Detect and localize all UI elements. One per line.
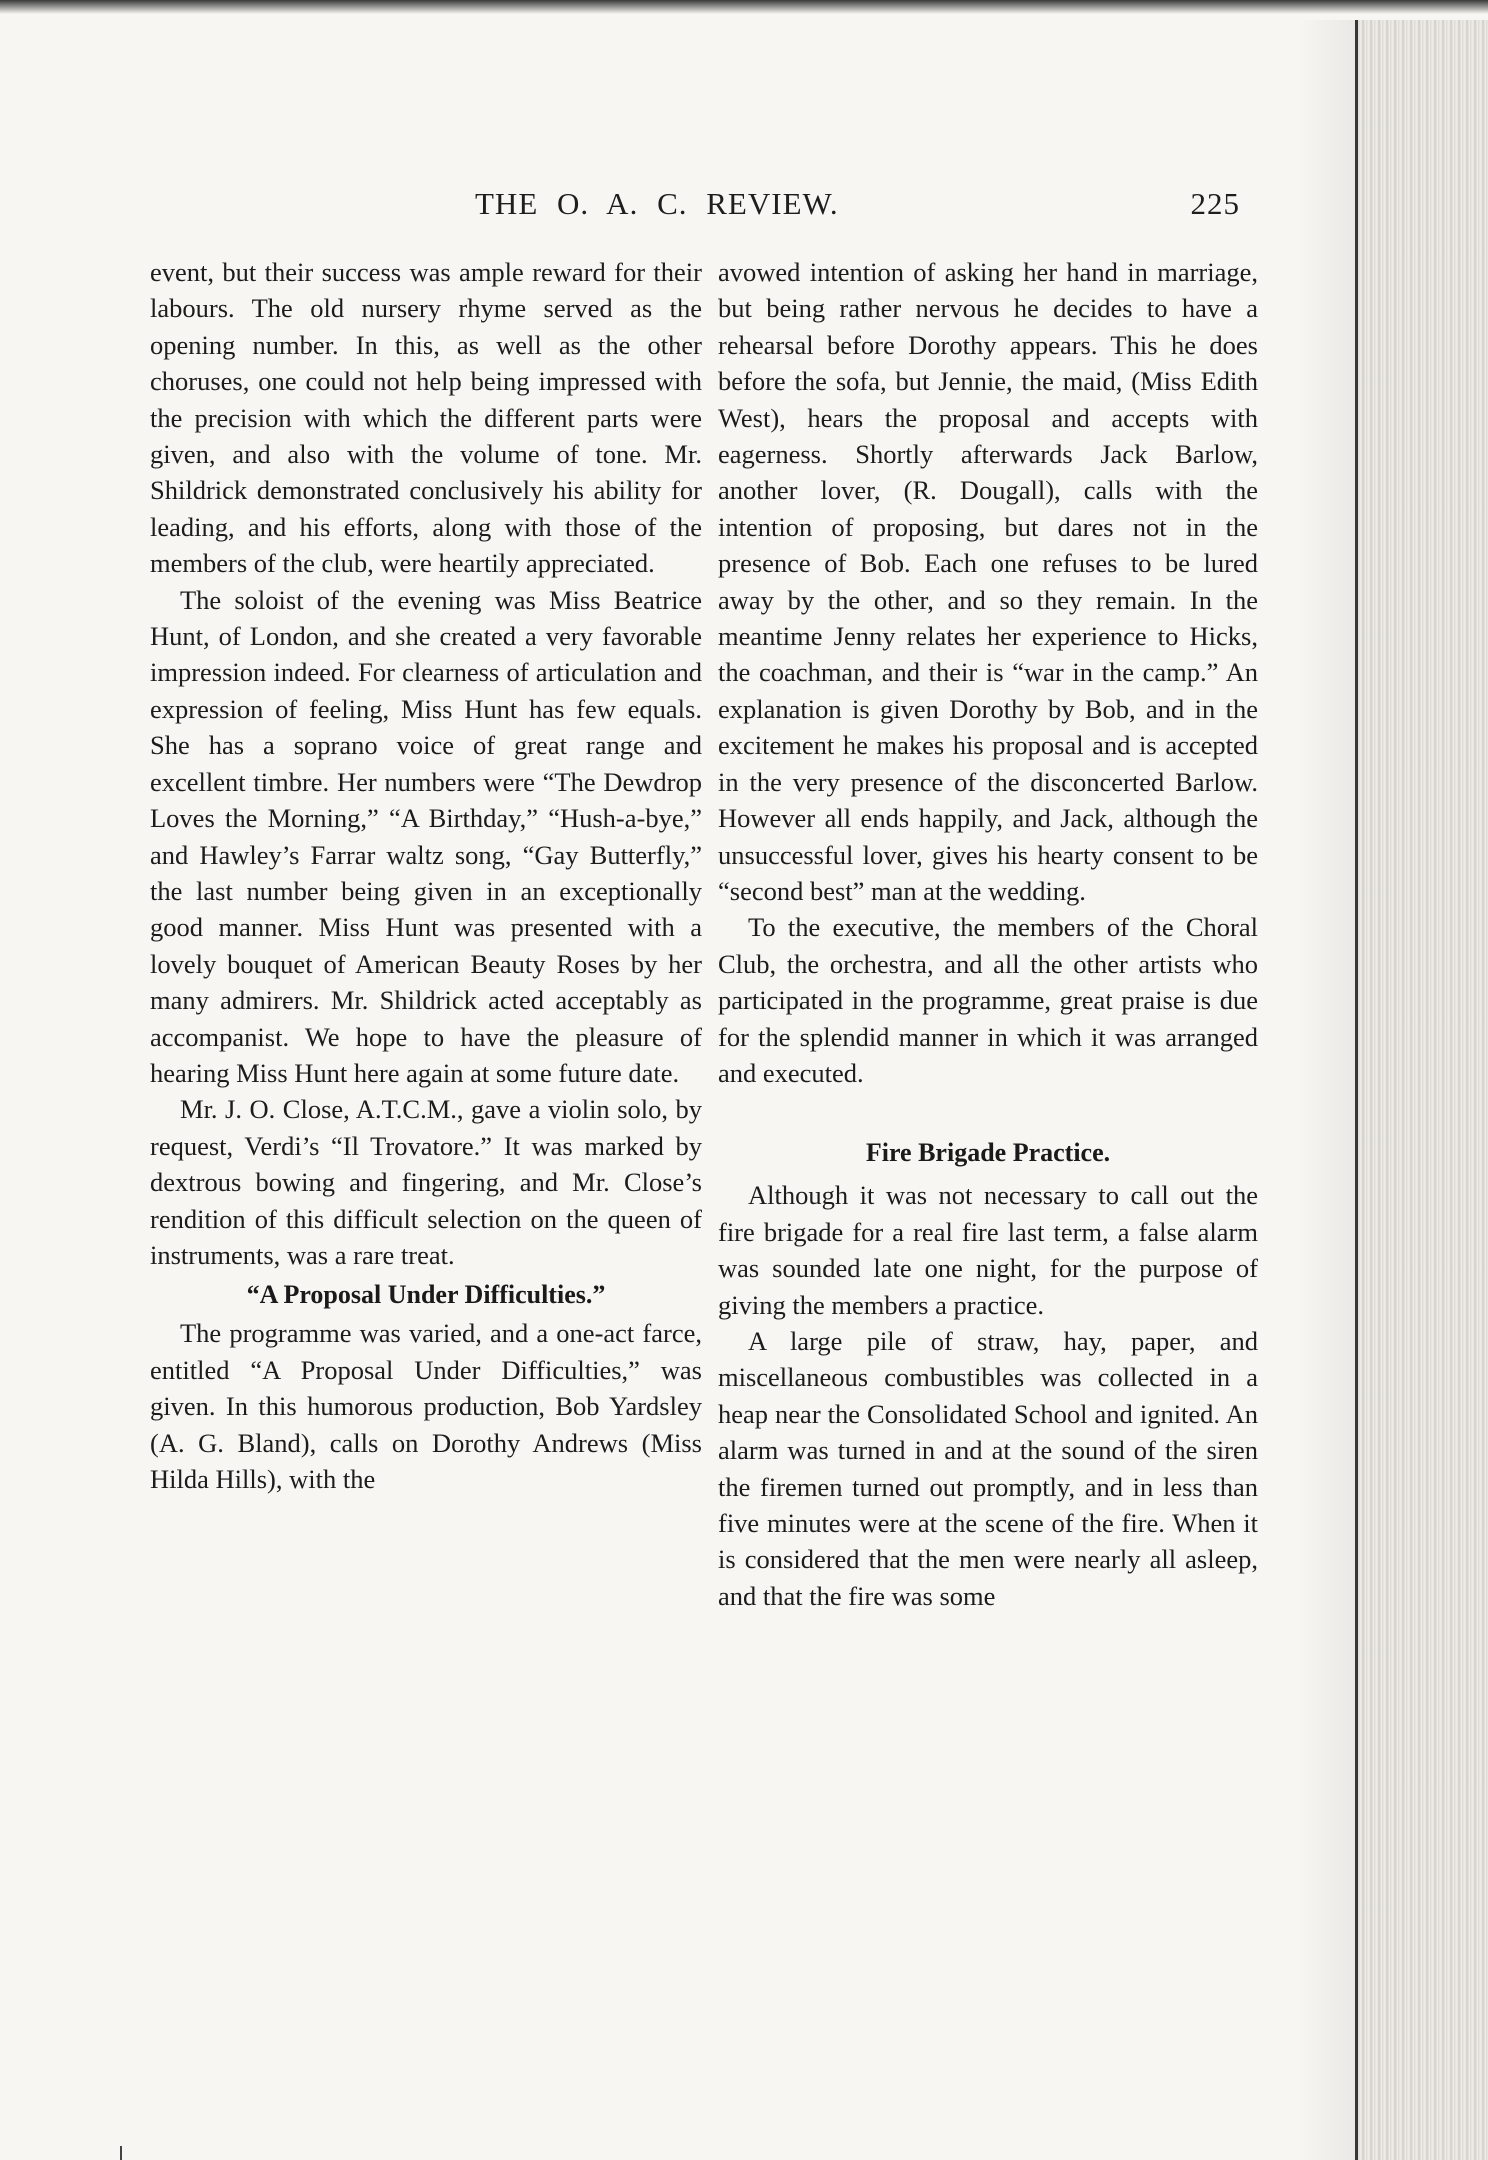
paragraph: The soloist of the evening was Miss Beatrice Hunt, of London, and she created a very favorable impression indeed. For clearness of articulation and expression of feeling, Miss Hunt has few equals. She has a soprano voice of great range and excellent timbre. Her numbers were “The Dewdrop Loves the Morning,” “A Birthday,” “Hush-a-bye,” and Hawley’s Farrar waltz song, “Gay Butterfly,” the last number being given in an exceptionally good manner. Miss Hunt was presented with a lovely bouquet of American Beauty Roses by her many admirers. Mr. Shildrick acted acceptably as accompanist. We hope to have the pleasure of hearing Miss Hunt here again at some future date. bbox=[150, 584, 702, 1088]
top-shadow bbox=[0, 0, 1488, 14]
page-edge-stack bbox=[1355, 20, 1488, 2160]
paragraph: The programme was varied, and a one-act farce, entitled “A Proposal Under Difficulties,” was given. In this humorous production, Bob Yardsley (A. G. Bland), calls on Dorothy Andrews (Miss Hilda Hills), with the bbox=[150, 1318, 702, 1494]
left-column bbox=[150, 254, 702, 1497]
paragraph: A large pile of straw, hay, paper, and miscellaneous combustibles was collected in a heap near the Consolidated School and ignited. An alarm was turned in and at the sound of the siren the firemen turned out promptly, and in less than five minutes were at the scene of the fire. When it is considered that the men were nearly all asleep, and that the fire was some bbox=[718, 1325, 1258, 1611]
paragraph: To the executive, the members of the Choral Club, the orchestra, and all the other artists who participated in the programme, great praise is due for the splendid manner in which it was arranged and executed. bbox=[718, 912, 1258, 1088]
paragraph: Although it was not necessary to call out the fire brigade for a real fire last term, a false alarm was sounded late one night, for the purpose of giving the members a practice. bbox=[718, 1180, 1258, 1320]
section-heading: “A Proposal Under Difficulties.” bbox=[246, 1280, 606, 1310]
running-head bbox=[150, 186, 1240, 230]
page-number: 225 bbox=[1190, 186, 1240, 221]
right-column bbox=[718, 254, 1258, 1614]
section-heading: Fire Brigade Practice. bbox=[865, 1138, 1111, 1168]
bottom-scan-mark bbox=[120, 2146, 202, 2160]
paragraph: Mr. J. O. Close, A.T.C.M., gave a violin solo, by request, Verdi’s “Il Trovatore.” It was marked by dextrous bowing and fingering, and Mr. Close’s rendition of this difficult selection on the queen of instruments, was a rare treat. bbox=[150, 1094, 702, 1270]
journal-title: THE O. A. C. REVIEW. bbox=[475, 186, 839, 221]
paragraph: event, but their success was ample reward for their labours. The old nursery rhyme served as the opening number. In this, as well as the other choruses, one could not help being impressed with the precision with which the different parts were given, and also with the volume of tone. Mr. Shildrick demonstrated conclusively his ability for leading, and his efforts, along with those of the members of the club, were heartily appreciated. bbox=[150, 257, 702, 579]
paragraph: avowed intention of asking her hand in marriage, but being rather nervous he decides to have a rehearsal before Dorothy appears. This he does before the sofa, but Jennie, the maid, (Miss Edith West), hears the proposal and accepts with eagerness. Shortly afterwards Jack Barlow, another lover, (R. Dougall), calls with the intention of proposing, but dares not in the presence of Bob. Each one refuses to be lured away by the other, and so they remain. In the meantime Jenny relates her experience to Hicks, the coachman, and their is “war in the camp.” An explanation is given Dorothy by Bob, and in the excitement he makes his proposal and is accepted in the very presence of the disconcerted Barlow. However all ends happily, and Jack, although the unsuccessful lover, gives his hearty consent to be “second best” man at the wedding. bbox=[718, 257, 1258, 906]
